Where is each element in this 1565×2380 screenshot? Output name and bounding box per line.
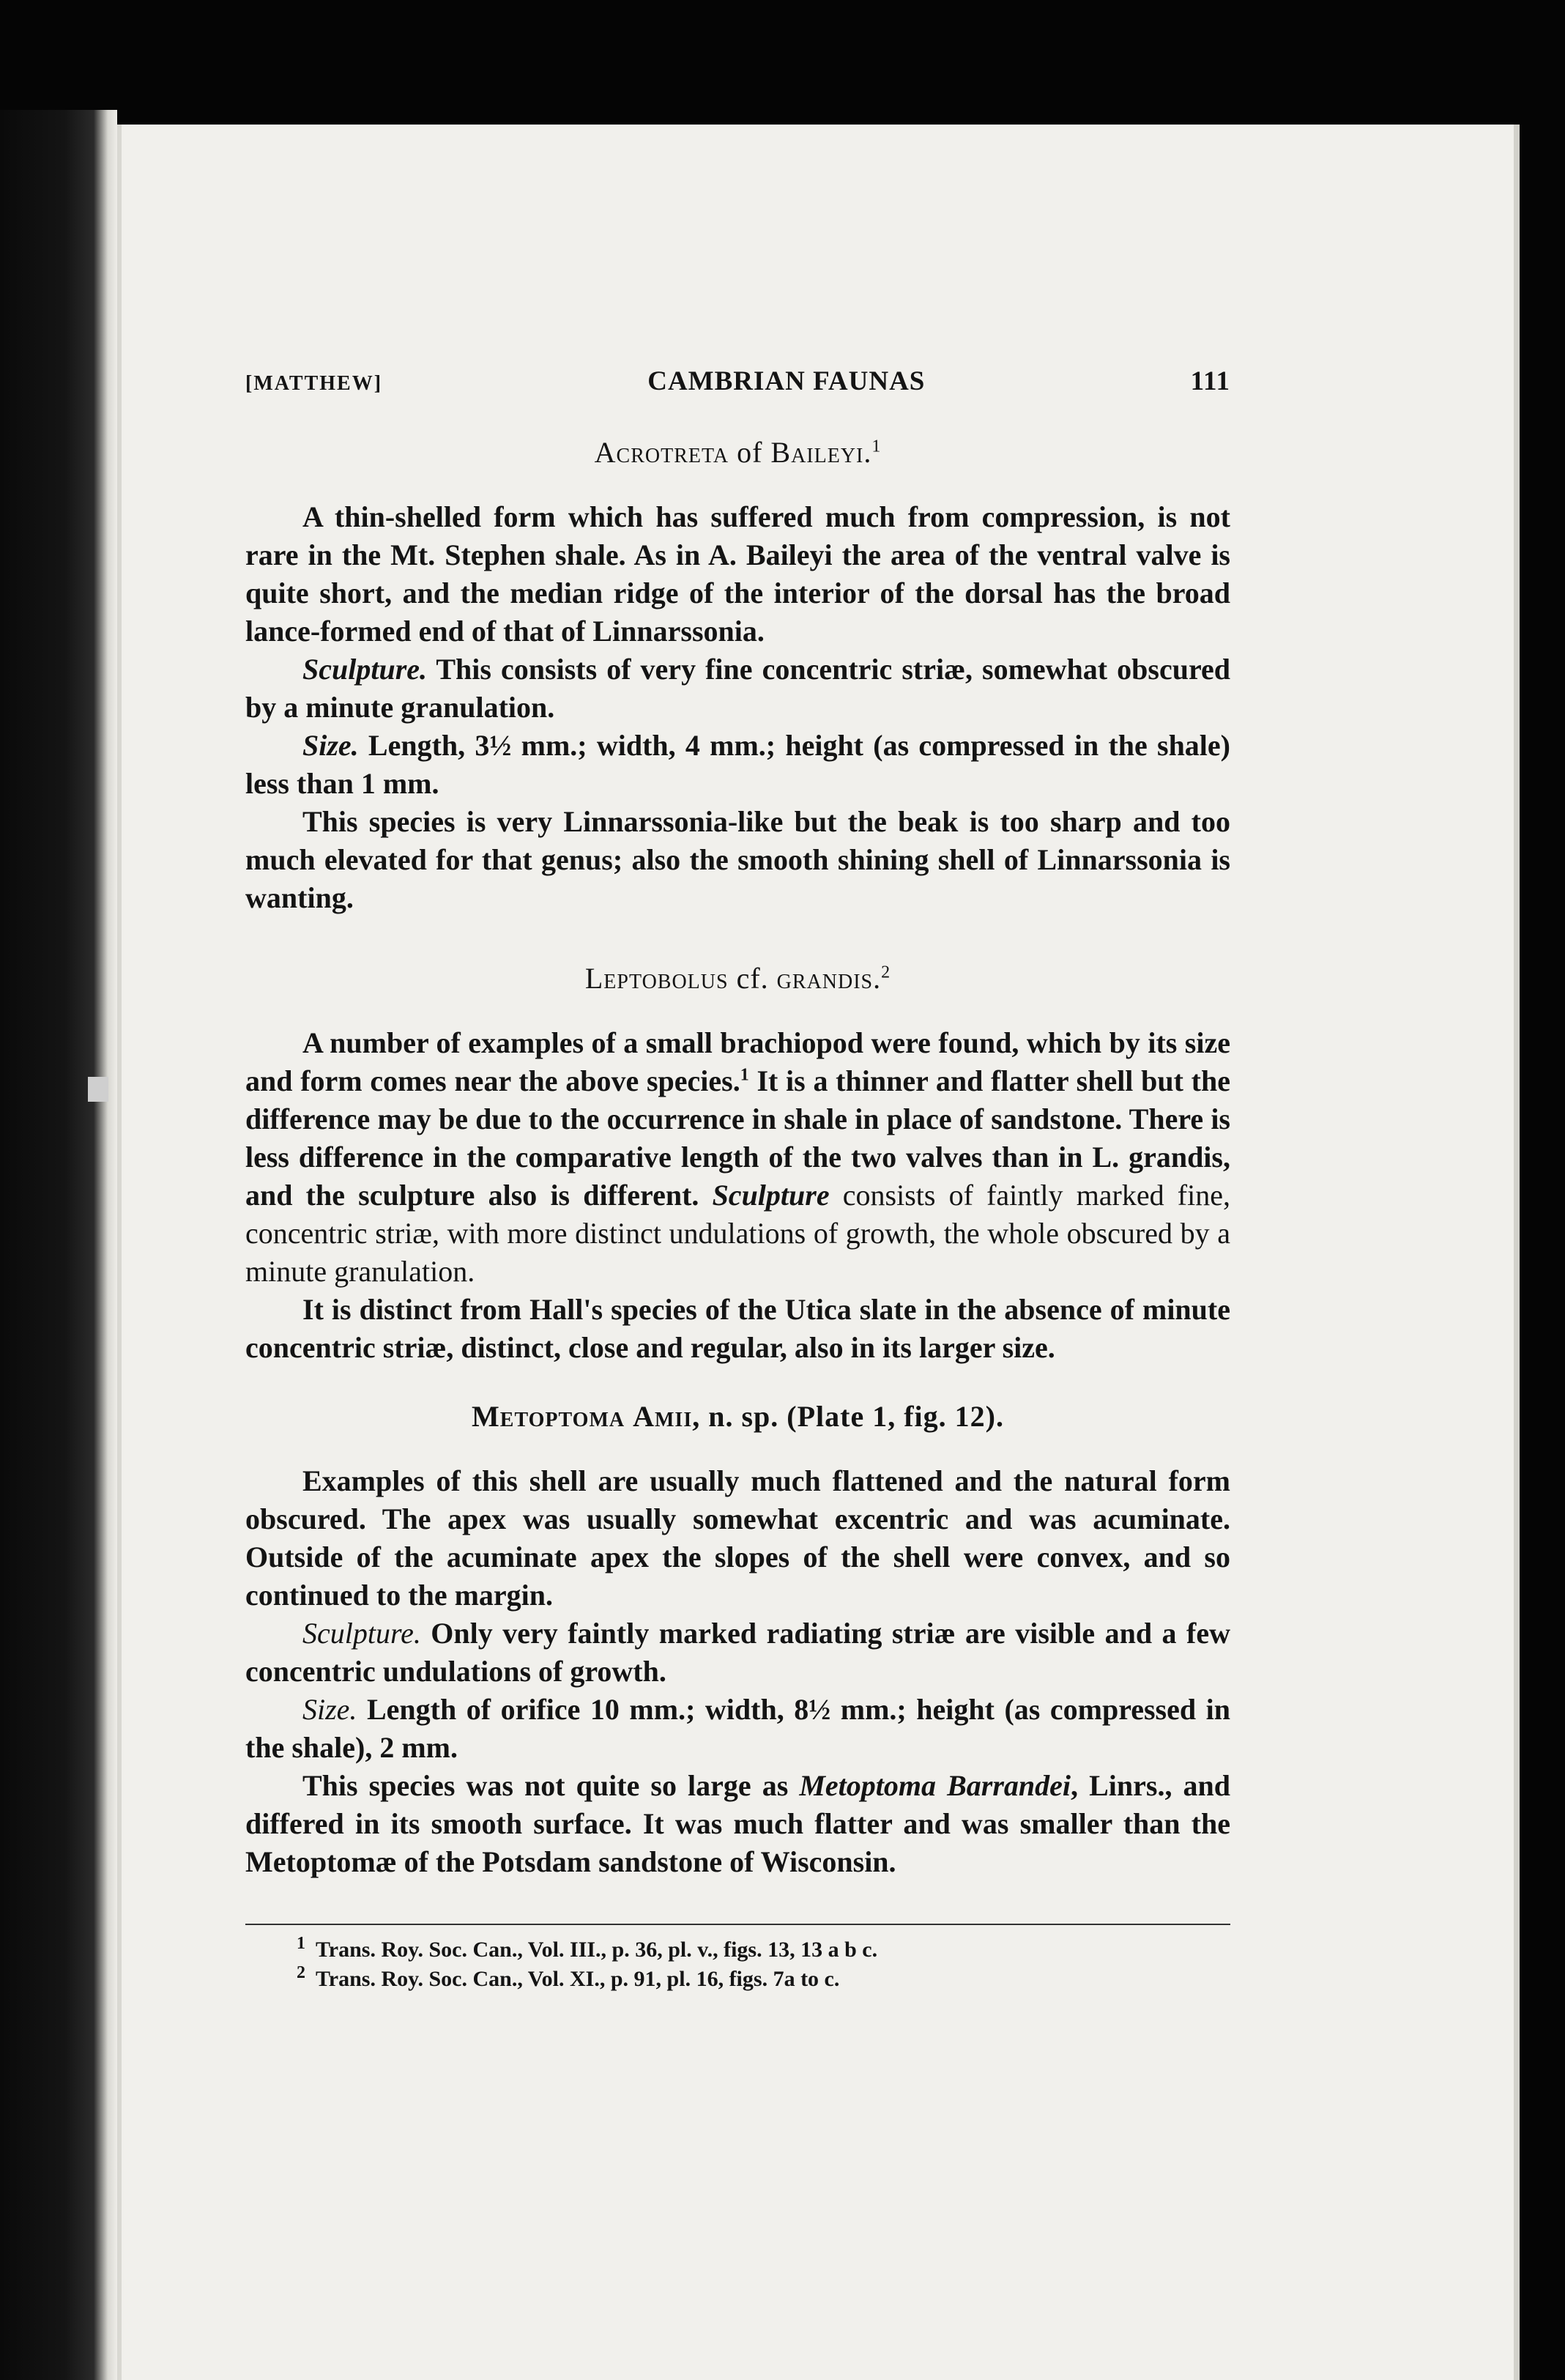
paragraph [245,1615,1230,1691]
footnote-mark: 2 [297,1963,305,1982]
page-number: 111 [1190,366,1230,396]
paragraph-text: This species was not quite so large as [302,1769,800,1802]
paragraph-label: Size. [302,1693,357,1726]
heading-suffix: , n. sp. (Plate 1, fig. 12). [692,1400,1004,1433]
paragraph-text: This consists of very fine concentric striæ, somewhat obscured by a minute granulation. [245,653,1230,724]
footnote-ref: 1 [740,1065,749,1085]
paragraph-text: , Linrs., and differed in its smooth surface. It was much flatter and was smaller than the Metoptomæ of the Potsdam sandstone of Wisconsin. [245,1769,1231,1878]
paragraph-label: Size. [302,729,359,762]
footnote-text: Trans. Roy. Soc. Can., Vol. III., p. 36, pl. v., figs. 13, 13 a b c. [316,1938,878,1962]
book-spine-shadow [0,110,117,2380]
section-acrotreta [245,434,1230,917]
section-leptobolus [245,960,1230,1367]
genus-name: Metoptoma [472,1400,625,1433]
footnote [245,1965,1230,1994]
running-head [245,363,1230,403]
paragraph [245,650,1230,727]
paragraph [245,498,1230,650]
paragraph [245,1024,1230,1291]
paragraph [245,1291,1230,1367]
paragraph [245,1767,1230,1881]
paragraph-text: A number of examples of a small brachiopod were found, which by its size and form comes near the above species. [245,1026,1230,1097]
paragraph-label: Sculpture [712,1179,830,1212]
paragraph-text: This species is very Linnarssonia-like but the beak is too sharp and too much elevated for that genus; also the smooth shining shell of Linnarssonia is wanting. [245,805,1230,914]
species-name: Baileyi. [770,436,872,469]
page-title: CAMBRIAN FAUNAS [647,366,926,396]
paragraph-text: Only very faintly marked radiating striæ are visible and a few concentric undulations of growth. [245,1617,1230,1688]
paragraph-label: Sculpture. [302,1617,421,1650]
paragraph [245,1691,1230,1767]
paragraph-text: A thin-shelled form which has suffered much from compression, is not rare in the Mt. Stephen shale. As in A. Baileyi the area of the ventral valve is quite short, and the median ridge of the interior of the dorsal has the broad lance-formed end of that of Linnarssonia. [245,500,1230,648]
section-heading [245,960,1230,998]
footnote-mark: 1 [297,1934,305,1953]
page-edge-tab [88,1077,108,1102]
genus-name: Acrotreta [594,436,729,469]
section-metoptoma [245,1398,1230,1881]
heading-conjunction: of [729,436,771,469]
footnote-divider [245,1924,1230,1925]
paragraph-label: Sculpture. [302,653,428,686]
species-name: Amii [633,1400,693,1433]
paragraph-text: Length of orifice 10 mm.; width, 8½ mm.; height (as compressed in the shale), 2 mm. [245,1693,1230,1764]
species-name: grandis. [776,962,882,995]
editor-mark: [MATTHEW] [245,372,383,395]
paragraph-text: Examples of this shell are usually much flattened and the natural form obscured. The apex was usually somewhat excentric and was acuminate. Outside of the acuminate apex the slopes of the shell were convex, and so continued to the margin. [245,1464,1230,1612]
paragraph-text: It is a thinner and flatter shell but the difference may be due to the occurrence in shale in place of sandstone. There is less difference in the comparative length of the two valves than in L. grandis, and the sculpture also is different. [245,1064,1230,1212]
paragraph [245,803,1230,917]
paragraph-text: consists of faintly marked fine, concentric striæ, with more distinct undulations of growth, the whole obscured by a minute granulation. [245,1179,1230,1288]
genus-name: Leptobolus [584,962,729,995]
footnote [245,1935,1230,1965]
paragraph-text: It is distinct from Hall's species of the Utica slate in the absence of minute concentric striæ, distinct, close and regular, also in its larger size. [245,1293,1230,1364]
footnote-text: Trans. Roy. Soc. Can., Vol. XI., p. 91, pl. 16, figs. 7a to c. [316,1967,840,1991]
paragraph-text: Length, 3½ mm.; width, 4 mm.; height (as compressed in the shale) less than 1 mm. [245,729,1230,800]
page-text-block [245,363,1230,1994]
section-heading [245,434,1230,472]
paragraph [245,727,1230,803]
section-heading [245,1398,1230,1436]
heading-conjunction [625,1400,633,1433]
footnote-ref: 1 [871,437,882,456]
paragraph [245,1462,1230,1615]
heading-conjunction: cf. [728,962,777,995]
footnote-ref: 2 [881,963,891,982]
species-citation: Metoptoma Barrandei [799,1769,1071,1802]
